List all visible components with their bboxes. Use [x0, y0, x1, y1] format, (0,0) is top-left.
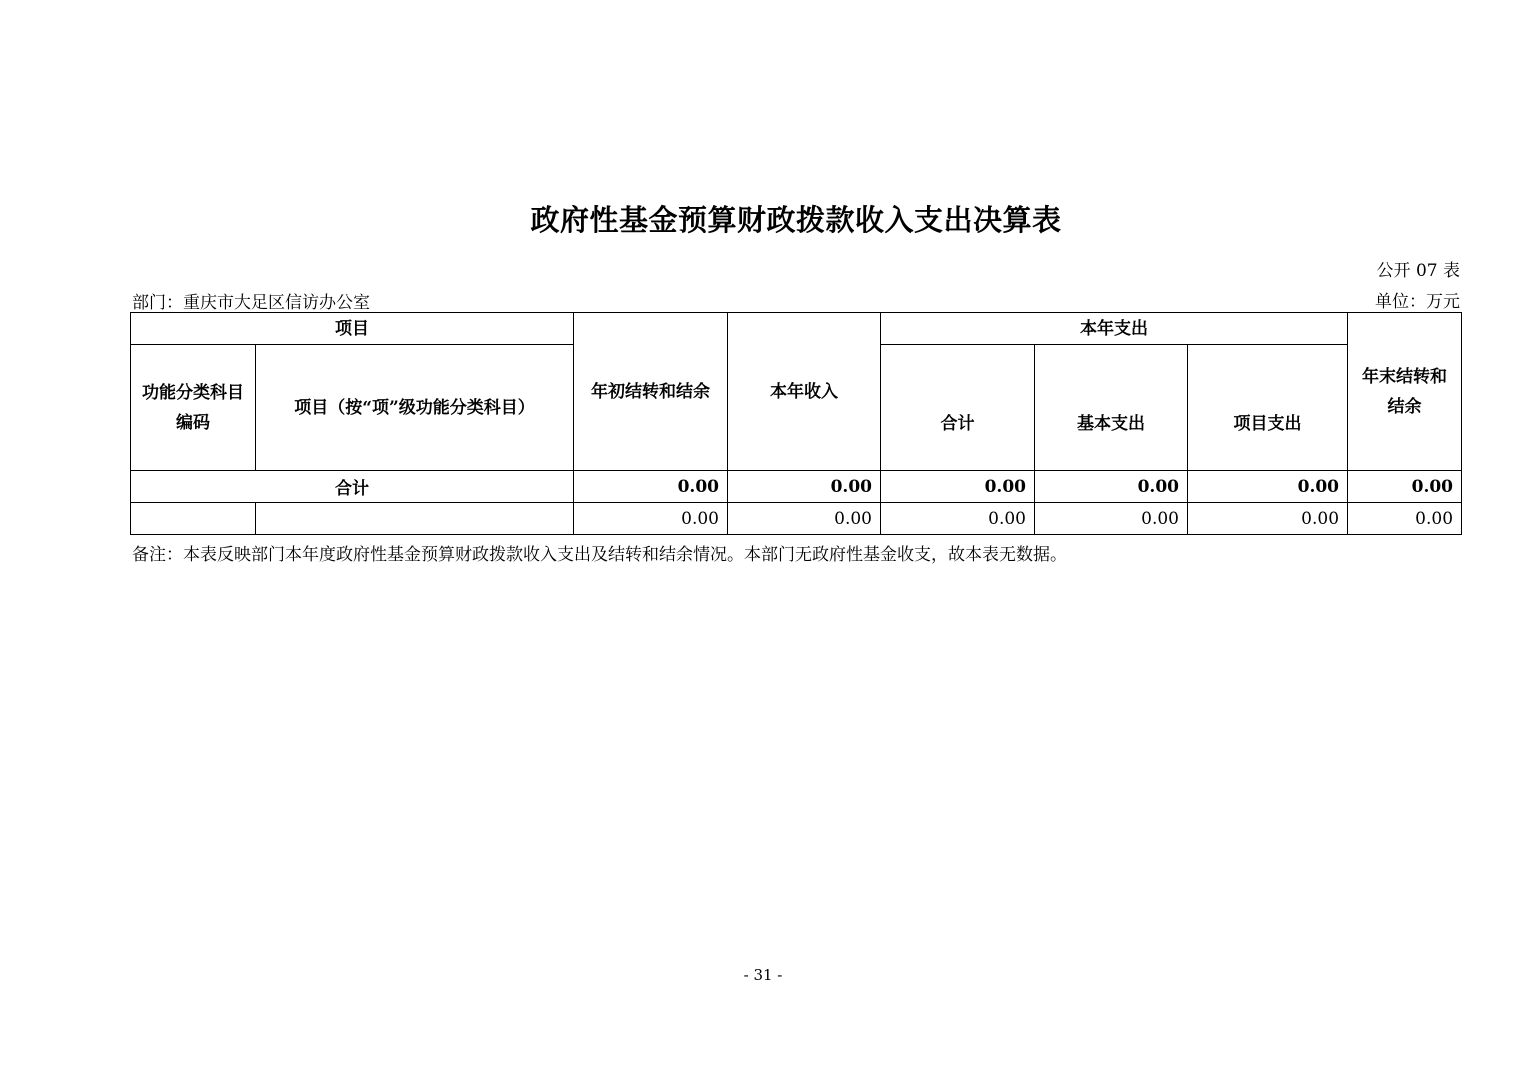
- row-exp-total: 0.00: [881, 503, 1035, 535]
- header-expenditure: 本年支出: [881, 313, 1348, 345]
- department-label: 部门：重庆市大足区信访办公室: [132, 293, 370, 313]
- budget-table: [130, 312, 1462, 535]
- total-income: 0.00: [728, 471, 881, 503]
- row-opening-balance: 0.00: [574, 503, 728, 535]
- header-exp-basic: 基本支出: [1035, 345, 1188, 471]
- page-title: 政府性基金预算财政拨款收入支出决算表: [530, 203, 1062, 237]
- header-project-name: 项目（按“项”级功能分类科目）: [256, 345, 574, 471]
- table-note: 备注：本表反映部门本年度政府性基金预算财政拨款收入支出及结转和结余情况。本部门无政府性基金收支，故本表无数据。: [132, 545, 1067, 565]
- total-exp-total: 0.00: [881, 471, 1035, 503]
- header-row-1: [131, 313, 1462, 345]
- header-project: 项目: [131, 313, 574, 345]
- total-exp-project: 0.00: [1188, 471, 1348, 503]
- page-number: - 31 -: [743, 966, 783, 984]
- form-number: 公开 07 表: [1376, 261, 1460, 281]
- row-closing-balance: 0.00: [1348, 503, 1462, 535]
- unit-label: 单位：万元: [1375, 292, 1460, 312]
- total-row: [131, 471, 1462, 503]
- row-project-name: [256, 503, 574, 535]
- header-opening-balance: 年初结转和结余: [574, 313, 728, 471]
- row-func-code: [131, 503, 256, 535]
- table-row: [131, 503, 1462, 535]
- total-exp-basic: 0.00: [1035, 471, 1188, 503]
- header-exp-project: 项目支出: [1188, 345, 1348, 471]
- total-closing-balance: 0.00: [1348, 471, 1462, 503]
- row-exp-basic: 0.00: [1035, 503, 1188, 535]
- header-func-code: 功能分类科目编码: [131, 345, 256, 471]
- row-income: 0.00: [728, 503, 881, 535]
- row-exp-project: 0.00: [1188, 503, 1348, 535]
- header-exp-total: 合计: [881, 345, 1035, 471]
- total-label: 合计: [131, 471, 574, 503]
- total-opening-balance: 0.00: [574, 471, 728, 503]
- header-closing-balance: 年末结转和结余: [1348, 313, 1462, 471]
- header-income: 本年收入: [728, 313, 881, 471]
